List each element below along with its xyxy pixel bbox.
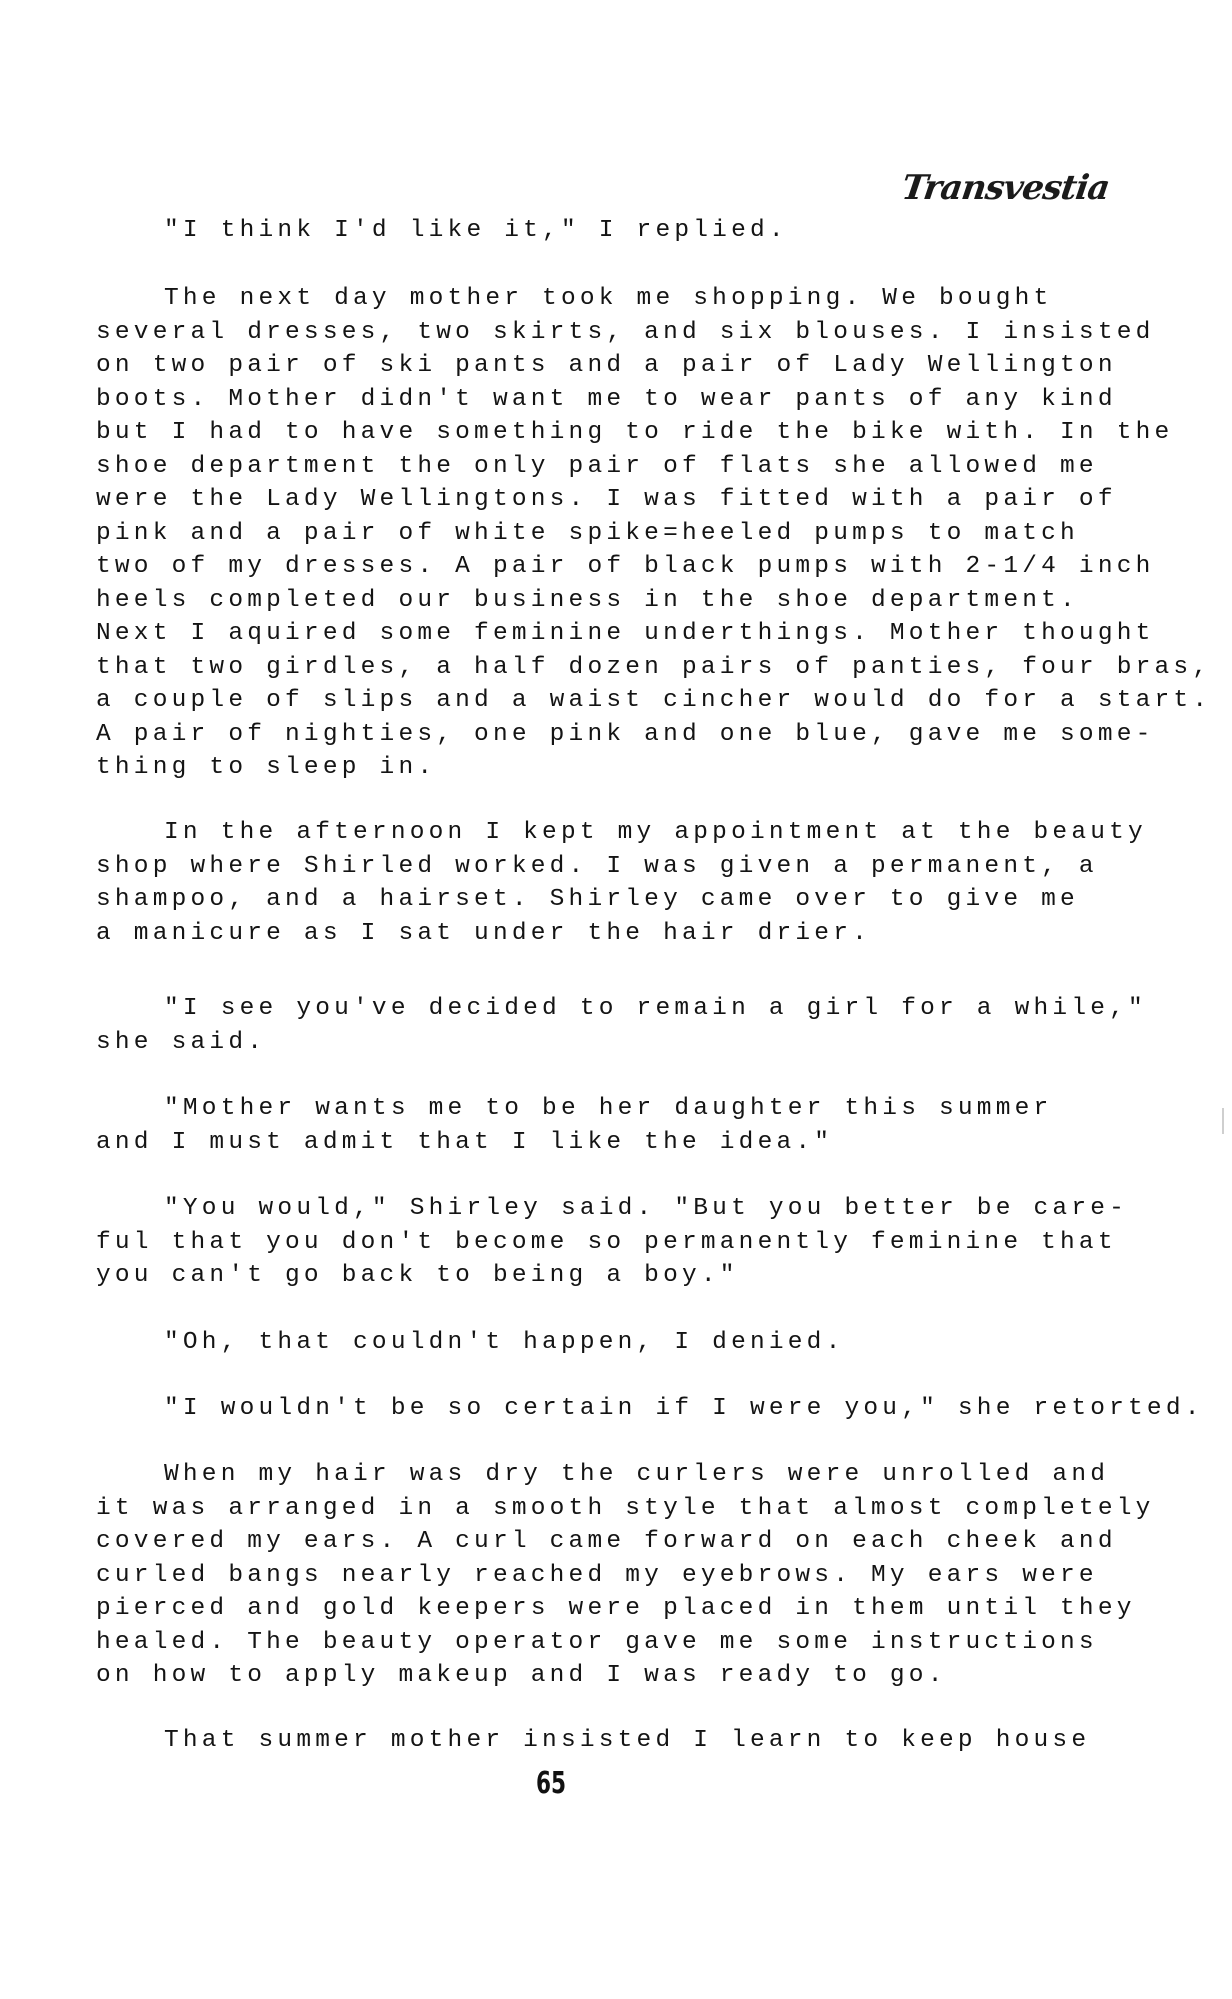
text-line: "You would," Shirley said. "But you better be care- xyxy=(164,1195,1129,1222)
header-stamp-logo: Transvestia xyxy=(899,168,1112,208)
page-number: 65 xyxy=(536,1766,567,1801)
text-line: two of my dresses. A pair of black pumps with 2-1/4 inch xyxy=(96,553,1155,580)
paragraph-4 xyxy=(96,992,1147,1059)
paragraph-3 xyxy=(96,816,1147,950)
paragraph-9 xyxy=(96,1458,1155,1693)
text-line: In the afternoon I kept my appointment at the beauty xyxy=(164,819,1147,846)
text-line: it was arranged in a smooth style that almost completely xyxy=(96,1494,1155,1522)
text-line: a manicure as I sat under the hair drier. xyxy=(96,919,871,947)
paragraph-5 xyxy=(96,1092,1096,1159)
paragraph-2 xyxy=(96,282,1212,785)
text-line: shampoo, and a hairset. Shirley came over to give me xyxy=(96,886,1079,913)
text-line: on how to apply makeup and I was ready to go. xyxy=(96,1662,947,1689)
text-line: ful that you don't become so permanently feminine that xyxy=(96,1228,1117,1256)
text-line: shop where Shirled worked. I was given a permanent, a xyxy=(96,852,1098,880)
text-line: pierced and gold keepers were placed in them until they xyxy=(96,1595,1136,1622)
text-line: "Mother wants me to be her daughter this summer xyxy=(164,1095,1053,1122)
text-line: but I had to have something to ride the bike with. In the xyxy=(96,419,1174,446)
text-line: covered my ears. A curl came forward on each cheek and xyxy=(96,1528,1117,1555)
scan-mark xyxy=(1222,1108,1224,1134)
text-line: "I think I'd like it," I replied. xyxy=(164,217,788,244)
text-line: you can't go back to being a boy." xyxy=(96,1262,739,1289)
text-line: on two pair of ski pants and a pair of Lady Wellington xyxy=(96,352,1117,379)
text-line: a couple of slips and a waist cincher would do for a start. xyxy=(96,687,1212,714)
text-line: Next I aquired some feminine underthings. Mother thought xyxy=(96,620,1155,647)
paragraph-6 xyxy=(96,1192,1129,1293)
text-line: "Oh, that couldn't happen, I denied. xyxy=(164,1329,845,1356)
text-line: she said. xyxy=(96,1028,267,1056)
text-line: That summer mother insisted I learn to keep house xyxy=(164,1727,1091,1754)
text-line: A pair of nighties, one pink and one blue, gave me some- xyxy=(96,720,1155,748)
text-line: boots. Mother didn't want me to wear pants of any kind xyxy=(96,385,1117,413)
text-line: "I see you've decided to remain a girl for a while," xyxy=(164,995,1147,1022)
text-line: thing to sleep in. xyxy=(96,754,437,781)
text-line: were the Lady Wellingtons. I was fitted with a pair of xyxy=(96,486,1117,513)
text-line: When my hair was dry the curlers were unrolled and xyxy=(164,1461,1110,1488)
text-line: "I wouldn't be so certain if I were you," she retorted. xyxy=(164,1395,1204,1422)
paragraph-1 xyxy=(96,214,1096,248)
text-line: curled bangs nearly reached my eyebrows. My ears were xyxy=(96,1561,1098,1589)
paragraph-7 xyxy=(96,1326,1096,1360)
text-line: that two girdles, a half dozen pairs of panties, four bras, xyxy=(96,653,1212,681)
text-line: The next day mother took me shopping. We bought xyxy=(164,285,1053,312)
text-line: shoe department the only pair of flats she allowed me xyxy=(96,452,1098,480)
paragraph-8 xyxy=(96,1392,1204,1426)
paragraph-10 xyxy=(96,1724,1096,1758)
text-line: pink and a pair of white spike=heeled pumps to match xyxy=(96,519,1079,547)
text-line: several dresses, two skirts, and six blouses. I insisted xyxy=(96,318,1155,346)
text-line: heels completed our business in the shoe department. xyxy=(96,586,1079,614)
text-line: and I must admit that I like the idea." xyxy=(96,1128,834,1156)
text-line: healed. The beauty operator gave me some instructions xyxy=(96,1628,1098,1656)
